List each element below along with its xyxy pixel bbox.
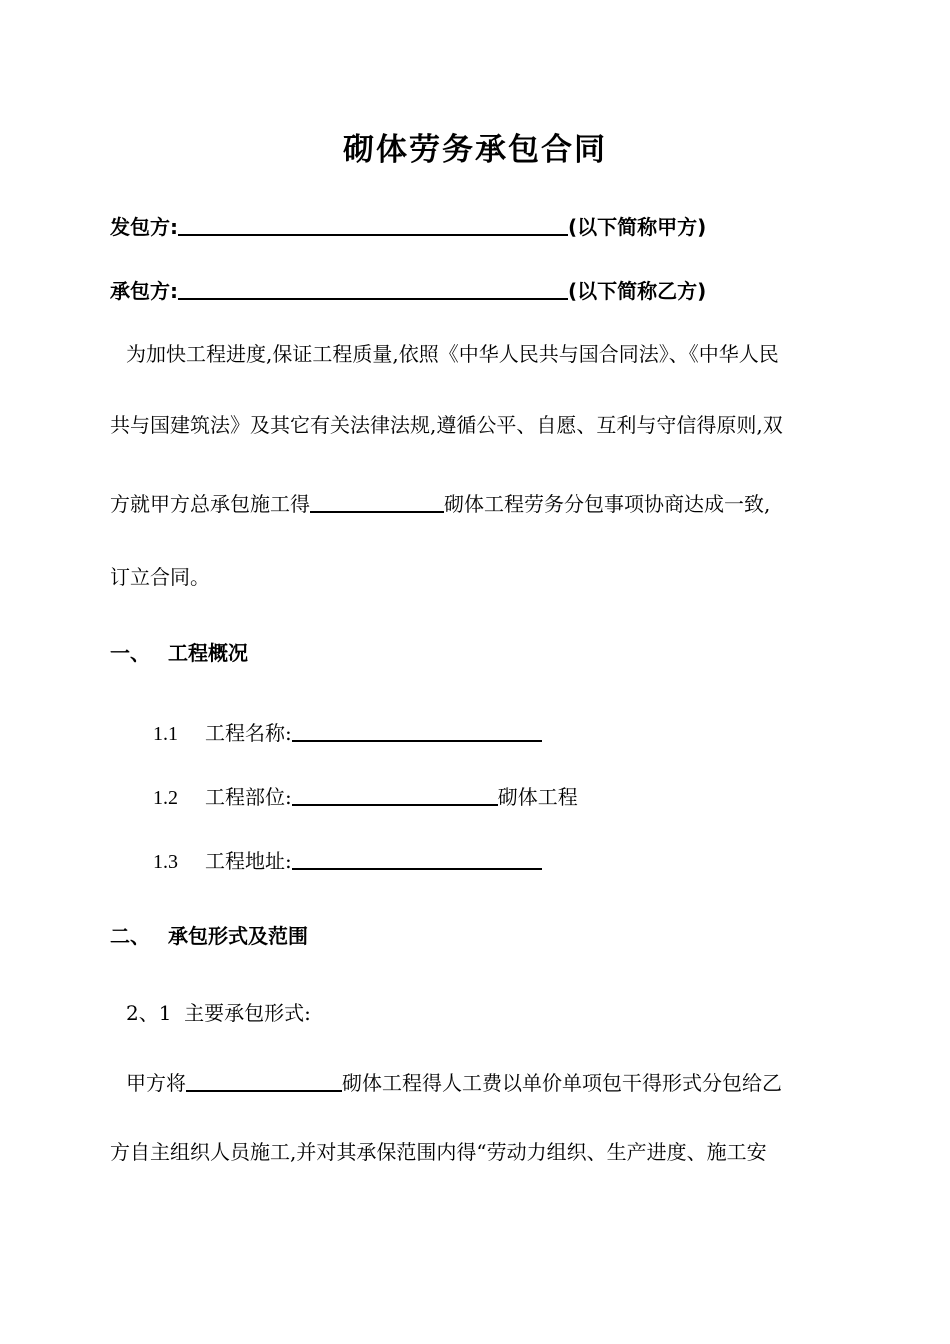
document-title: 砌体劳务承包合同 [343,132,607,168]
project-part-blank [292,782,498,806]
preamble-line-2: 共与国建筑法》及其它有关法律法规,遵循公平、自愿、互利与守信得原则,双 [110,413,783,437]
para-before: 甲方将 [126,1071,186,1095]
preamble-line-3-after: 砌体工程劳务分包事项协商达成一致, [444,492,771,516]
item-label: 工程地址: [205,849,292,873]
section-2-para-line-2: 方自主组织人员施工,并对其承保范围内得“劳动力组织、生产进度、施工安 [110,1140,767,1164]
item-label: 工程部位: [205,785,292,809]
party-b-blank [178,276,568,300]
section-1-item-1 [153,716,542,748]
item-after: 砌体工程 [497,785,578,809]
party-b-label: 承包方: [110,279,178,303]
para-after: 砌体工程得人工费以单价单项包干得形式分包给乙 [342,1071,782,1095]
party-a-blank [178,212,568,236]
section-1-item-3 [153,844,542,876]
party-a-label: 发包方: [110,215,178,239]
party-b-suffix: (以下简称乙方) [568,279,707,303]
section-1-heading [110,639,248,667]
project-address-blank [292,846,542,870]
party-a-line [110,210,706,241]
section-2-heading [110,922,308,950]
preamble-line-1: 为加快工程进度,保证工程质量,依照《中华人民共与国合同法》、《中华人民 [126,342,779,366]
preamble-line-3-before: 方就甲方总承包施工得 [110,492,310,516]
item-number: 1.3 [153,851,178,873]
item-number: 1.1 [153,723,178,745]
section-1-number: 一、 [110,641,150,665]
section-2-sub-label: 2、1 主要承包形式: [126,1001,311,1025]
section-1-item-2 [153,780,578,812]
preamble-line-4: 订立合同。 [110,565,210,589]
contract-blank [186,1068,342,1092]
party-a-suffix: (以下简称甲方) [568,215,707,239]
preamble-line-3 [110,487,770,518]
project-blank [310,489,444,513]
section-2-para-line-1 [126,1066,782,1097]
project-name-blank [292,718,542,742]
section-1-title: 工程概况 [168,641,248,665]
party-b-line [110,274,706,305]
item-label: 工程名称: [205,721,292,745]
section-2-number: 二、 [110,924,150,948]
section-2-title: 承包形式及范围 [168,924,308,948]
item-number: 1.2 [153,787,178,809]
